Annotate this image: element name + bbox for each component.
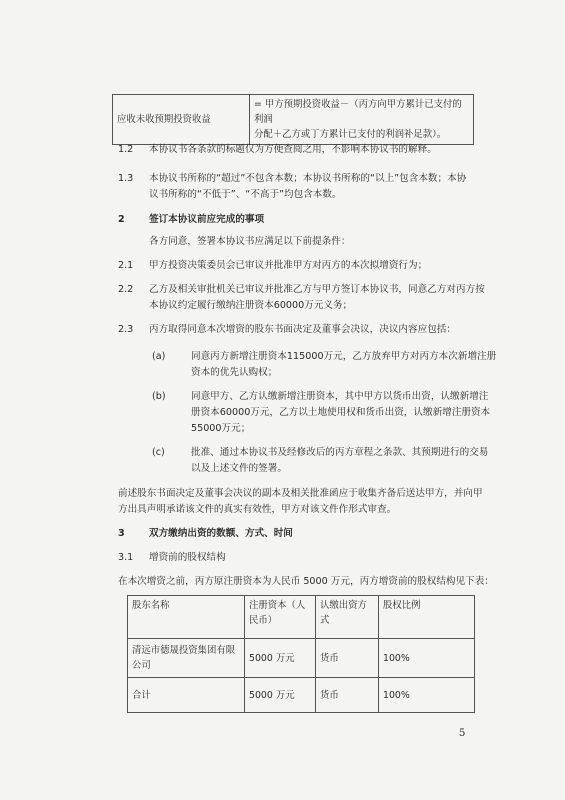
subitem-label: (a)	[152, 351, 166, 362]
subitem-text: 以及上述文件的签署。	[191, 463, 287, 474]
clause-number: 2.3	[118, 324, 134, 335]
table-intro: 在本次增资之前，丙方原注册资本为人民币 5000 万元，丙方增资前的股权结构见下表：	[118, 576, 494, 587]
table-row	[128, 678, 475, 713]
section-intro: 各方同意，签署本协议书应满足以下前提条件：	[149, 236, 351, 247]
clause-text: 本协议书各条款的标题仅为方便查阅之用，不影响本协议书的解释。	[149, 144, 437, 155]
subitem-text: 同意甲方、乙方认缴新增注册资本，其中甲方以货币出资，认缴新增注	[191, 391, 489, 402]
subitem-text: 资本的优先认购权；	[191, 367, 278, 378]
header-cell: 认缴出资方式	[316, 596, 379, 639]
page-number: 5	[459, 728, 466, 739]
header-cell: 股权比例	[379, 596, 475, 639]
subitem-text: 同意丙方新增注册资本115000万元，乙方放弃甲方对丙方本次新增注册	[191, 351, 497, 362]
clause-text: 丙方取得同意本次增资的股东书面决定及董事会决议，决议内容应包括：	[149, 324, 456, 335]
table-cell: 100%	[379, 639, 475, 678]
closing-text: 前述股东书面决定及董事会决议的副本及相关批准函应于收集齐备后送达甲方，并向甲	[118, 488, 483, 499]
clause-text: 甲方投资决策委员会已审议并批准甲方对丙方的本次拟增资行为；	[149, 260, 428, 271]
closing-text: 方出具声明承诺该文件的真实有效性，甲方对该文件作形式审查。	[118, 504, 397, 515]
clause-number: 2.1	[118, 260, 134, 271]
table-header-row	[128, 596, 475, 639]
section-number: 2	[118, 214, 125, 225]
definition-value: = 甲方预期投资收益－（丙方向甲方累计已支付的利润 分配＋乙方或丁方累计已支付的利润补足款）。	[250, 95, 474, 145]
clause-text: 本协议约定履行缴纳注册资本60000万元义务；	[149, 300, 353, 311]
table-cell: 货币	[316, 678, 379, 713]
definition-table	[112, 94, 474, 145]
subsection-number: 3.1	[118, 552, 134, 563]
header-cell: 股东名称	[128, 596, 245, 639]
section-title: 签订本协议前应完成的事项	[149, 214, 265, 225]
clause-number: 2.2	[118, 284, 134, 295]
definition-term: 应收未收预期投资收益	[113, 95, 250, 145]
section-title: 双方缴纳出资的数额、方式、时间	[149, 528, 293, 539]
clause-text: 本协议书所称的“超过”不包含本数；本协议书所称的“以上”包含本数；本协	[149, 173, 467, 184]
table-cell: 清远市德晟投资集团有限公司	[128, 639, 245, 678]
table-cell: 100%	[379, 678, 475, 713]
table-cell: 5000 万元	[245, 678, 316, 713]
subitem-text: 55000万元；	[191, 423, 251, 434]
table-cell: 货币	[316, 639, 379, 678]
clause-text: 乙方及相关审批机关已审议并批准乙方与甲方签订本协议书，同意乙方对丙方按	[149, 284, 485, 295]
clause-number: 1.3	[118, 173, 134, 184]
subitem-label: (b)	[152, 391, 166, 402]
table-cell: 合计	[128, 678, 245, 713]
shareholding-table	[127, 595, 475, 713]
subitem-text: 批准、通过本协议书及经修改后的丙方章程之条款、其预期进行的交易	[191, 447, 489, 458]
table-cell: 5000 万元	[245, 639, 316, 678]
subitem-label: (c)	[152, 447, 165, 458]
section-number: 3	[118, 528, 125, 539]
clause-number: 1.2	[118, 144, 134, 155]
table-row	[128, 639, 475, 678]
clause-text: 议书所称的“不低于”、“不高于”均包含本数。	[149, 189, 342, 200]
subitem-text: 册资本60000万元，乙方以土地使用权和货币出资，认缴新增注册资本	[191, 407, 491, 418]
header-cell: 注册资本（人民币）	[245, 596, 316, 639]
subsection-title: 增资前的股权结构	[149, 552, 226, 563]
